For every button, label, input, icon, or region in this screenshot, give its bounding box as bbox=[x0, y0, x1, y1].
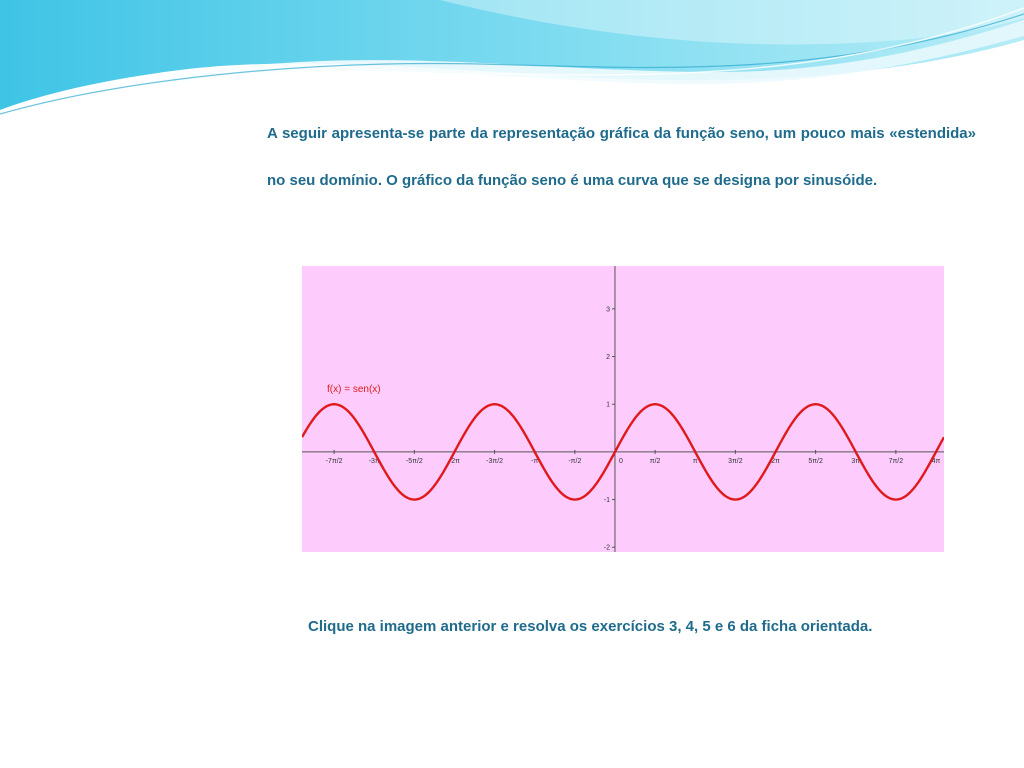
x-tick-label: π/2 bbox=[649, 457, 661, 465]
y-tick-label: -1 bbox=[603, 497, 610, 505]
intro-paragraph: A seguir apresenta-se parte da representação gráfica da função seno, um pouco mais «estendida» no seu domínio. O gráfico da função seno é uma curva que se designa por sinusóide. bbox=[267, 125, 976, 189]
x-tick-label: 4π bbox=[931, 457, 941, 465]
x-tick-label: -3π/2 bbox=[486, 457, 504, 465]
x-tick-label: π bbox=[692, 457, 698, 465]
sine-function-graph[interactable] bbox=[302, 266, 944, 552]
x-tick-label: -7π/2 bbox=[325, 457, 343, 465]
x-tick-label: 7π/2 bbox=[888, 457, 904, 465]
origin-label: 0 bbox=[618, 457, 623, 465]
y-tick-label: 3 bbox=[606, 306, 610, 314]
x-tick-label: 2π bbox=[771, 457, 780, 465]
x-tick-label: 5π/2 bbox=[808, 457, 823, 465]
exercise-instruction: Clique na imagem anterior e resolva os exercícios 3, 4, 5 e 6 da ficha orientada. bbox=[308, 618, 873, 635]
x-tick-label: -5π/2 bbox=[405, 457, 423, 465]
x-tick-label: 3π/2 bbox=[728, 457, 743, 465]
x-tick-label: -2π bbox=[448, 457, 461, 465]
x-tick-label: -π bbox=[531, 457, 539, 465]
graph-background bbox=[302, 266, 944, 552]
y-tick-label: 2 bbox=[606, 354, 610, 362]
function-label: f(x) = sen(x) bbox=[327, 384, 381, 395]
y-tick-label: -2 bbox=[603, 544, 610, 552]
x-tick-label: -π/2 bbox=[568, 457, 582, 465]
x-tick-label: -3π bbox=[368, 457, 380, 465]
x-tick-label: 3π bbox=[851, 457, 861, 465]
y-tick-label: 1 bbox=[606, 401, 610, 409]
